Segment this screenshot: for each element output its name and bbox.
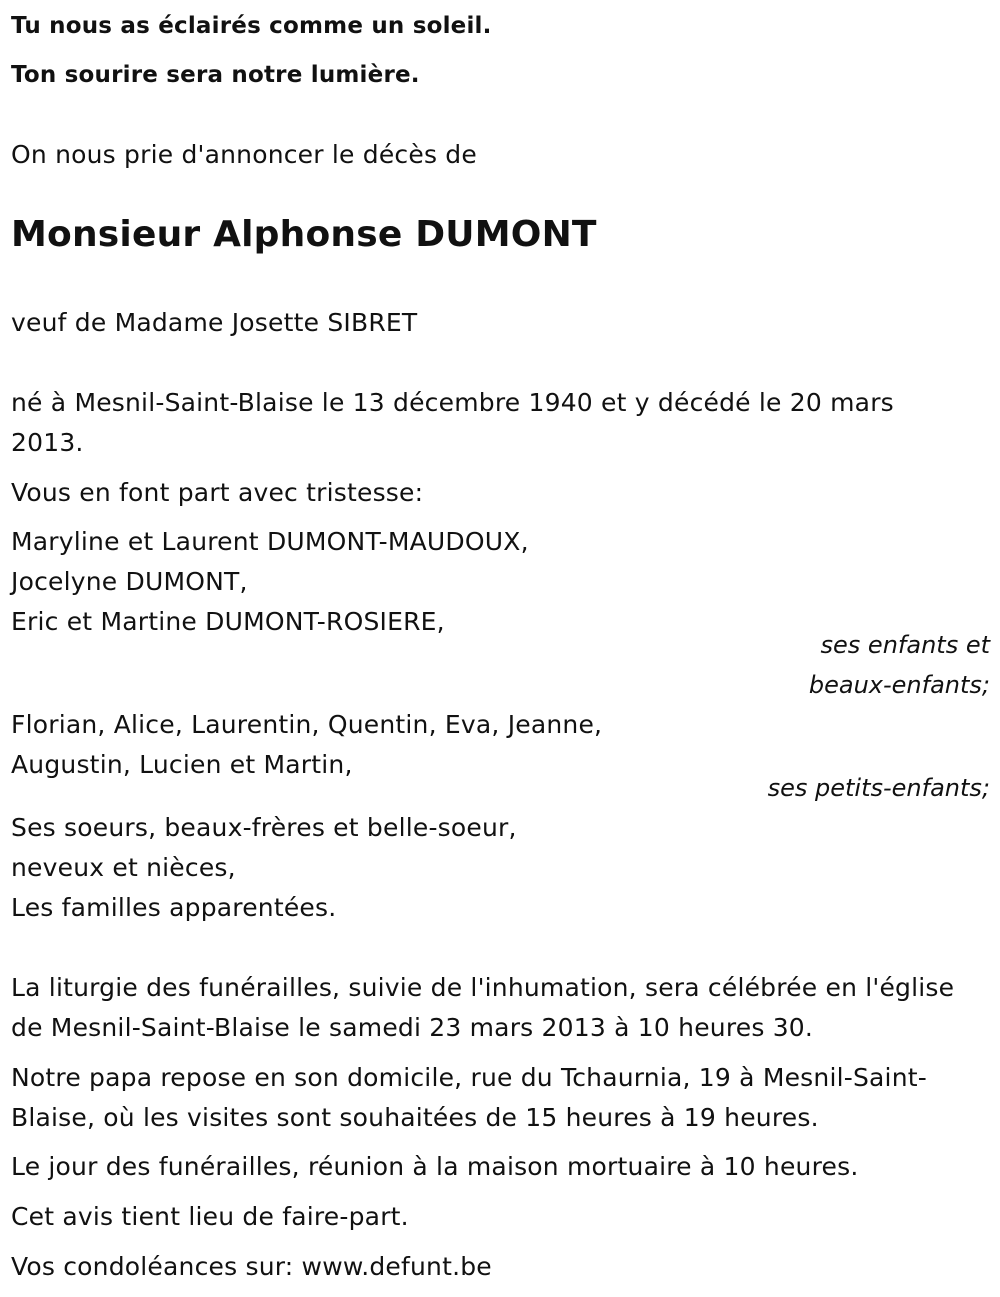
family-line: Ses soeurs, beaux-frères et belle-soeur, — [11, 813, 517, 842]
quote-line-1: Tu nous as éclairés comme un soleil. — [11, 13, 492, 39]
child-name: Maryline et Laurent DUMONT-MAUDOUX, — [11, 527, 529, 556]
grandchildren-role: ses petits-enfants; — [767, 774, 990, 802]
meeting-text: Le jour des funérailles, réunion à la maison mortuaire à 10 heures. — [11, 1152, 859, 1181]
intro-text: On nous prie d'annoncer le décès de — [11, 140, 477, 169]
children-role-line-2: beaux-enfants; — [808, 671, 990, 699]
deceased-name: Monsieur Alphonse DUMONT — [11, 214, 597, 255]
rest-line-1: Notre papa repose en son domicile, rue du Tchaurnia, 19 à Mesnil-Saint- — [11, 1063, 927, 1092]
widow-of-text: veuf de Madame Josette SIBRET — [11, 308, 418, 337]
announce-text: Vous en font part avec tristesse: — [11, 478, 424, 507]
grandchildren-names: Augustin, Lucien et Martin, — [11, 750, 353, 779]
children-role-line-1: ses enfants et — [820, 631, 990, 659]
child-name: Jocelyne DUMONT, — [11, 567, 248, 596]
birth-death-line-1: né à Mesnil-Saint-Blaise le 13 décembre 1940 et y décédé le 20 mars — [11, 388, 894, 417]
grandchildren-names: Florian, Alice, Laurentin, Quentin, Eva, Jeanne, — [11, 710, 603, 739]
birth-death-line-2: 2013. — [11, 428, 84, 457]
rest-line-2: Blaise, où les visites sont souhaitées de 15 heures à 19 heures. — [11, 1103, 819, 1132]
family-line: Les familles apparentées. — [11, 893, 337, 922]
condolences-text: Vos condoléances sur: www.defunt.be — [11, 1252, 492, 1281]
liturgy-line-1: La liturgie des funérailles, suivie de l'inhumation, sera célébrée en l'église — [11, 973, 955, 1002]
liturgy-line-2: de Mesnil-Saint-Blaise le samedi 23 mars 2013 à 10 heures 30. — [11, 1013, 814, 1042]
family-line: neveux et nièces, — [11, 853, 236, 882]
notice-text: Cet avis tient lieu de faire-part. — [11, 1202, 409, 1231]
child-name: Eric et Martine DUMONT-ROSIERE, — [11, 607, 445, 636]
quote-line-2: Ton sourire sera notre lumière. — [11, 62, 420, 88]
